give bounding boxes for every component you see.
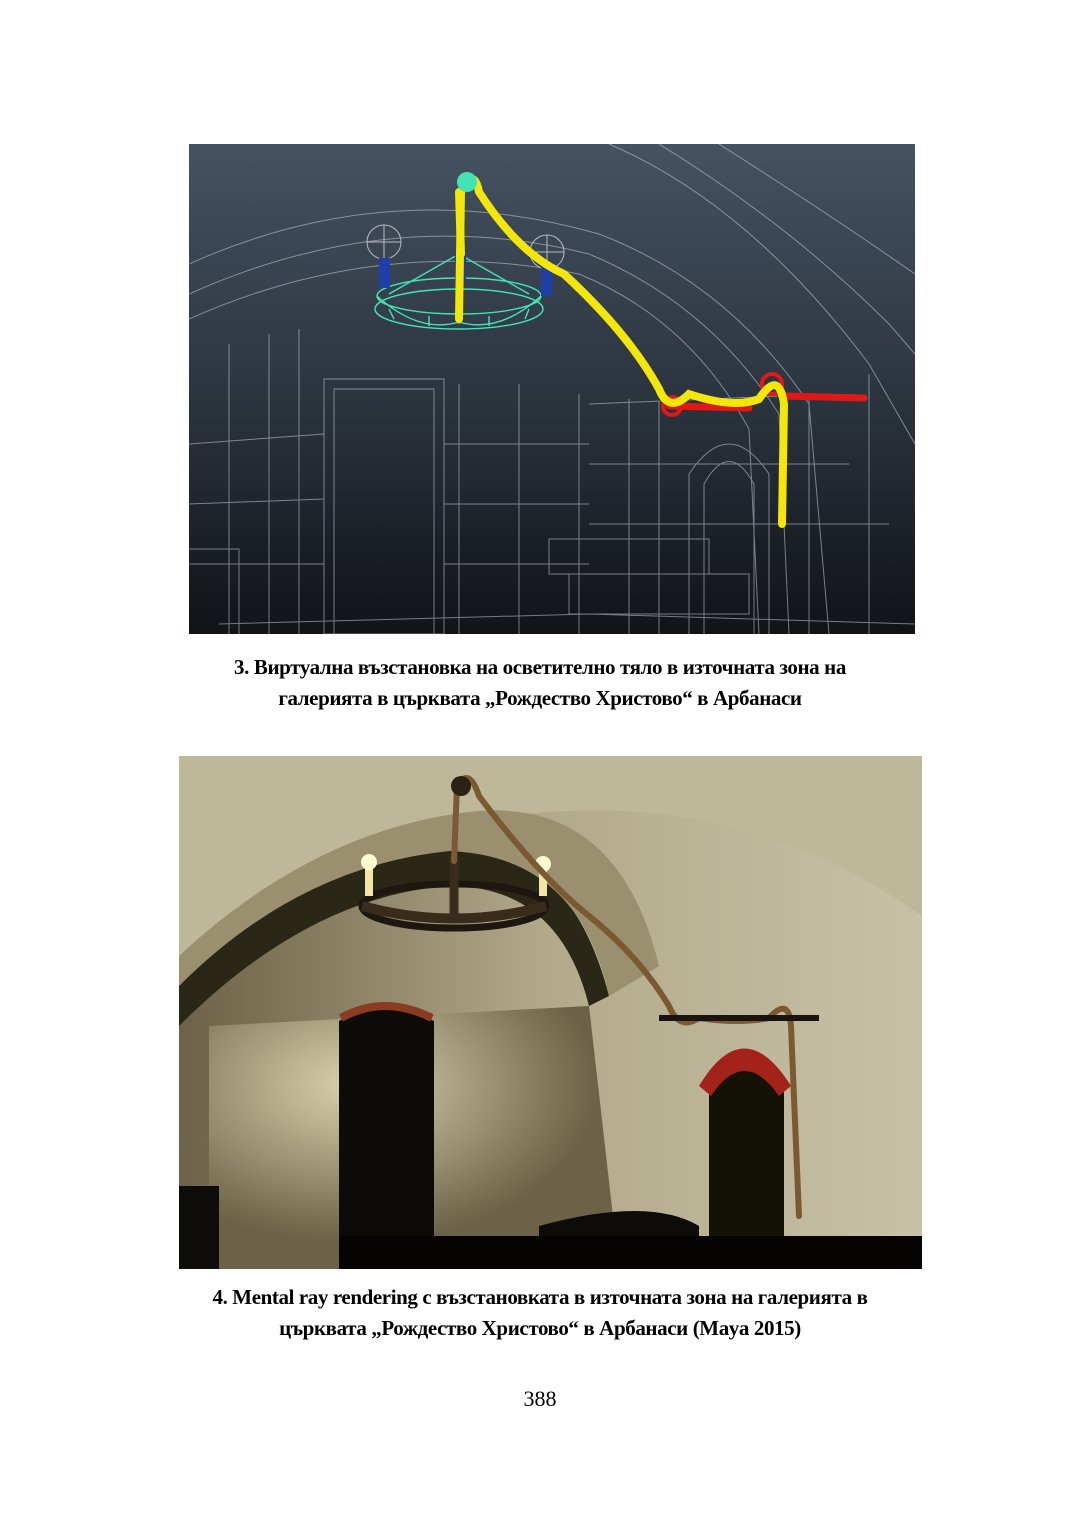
figure-3-wireframe-image bbox=[189, 144, 915, 634]
pulley bbox=[451, 776, 471, 796]
figure-3-caption-line2: галерията в църквата „Рождество Христово“ в Арбанаси bbox=[278, 686, 802, 710]
page-number: 388 bbox=[523, 1386, 557, 1411]
pulley-node bbox=[457, 172, 477, 192]
figure-4-render-image bbox=[179, 756, 922, 1269]
figure-4-caption-line2: църквата „Рождество Христово“ в Арбанаси (Maya 2015) bbox=[279, 1316, 801, 1340]
figure-3-caption bbox=[120, 652, 960, 714]
rendered-gallery-illustration bbox=[179, 756, 922, 1269]
figure-3-caption-line1: 3. Виртуална възстановка на осветително тяло в източната зона на bbox=[234, 655, 846, 679]
wireframe-viewport-illustration bbox=[189, 144, 915, 634]
figure-4-caption bbox=[120, 1282, 960, 1344]
figure-4-caption-line1: 4. Mental ray rendering с възстановката в източната зона на галерията в bbox=[212, 1285, 868, 1309]
